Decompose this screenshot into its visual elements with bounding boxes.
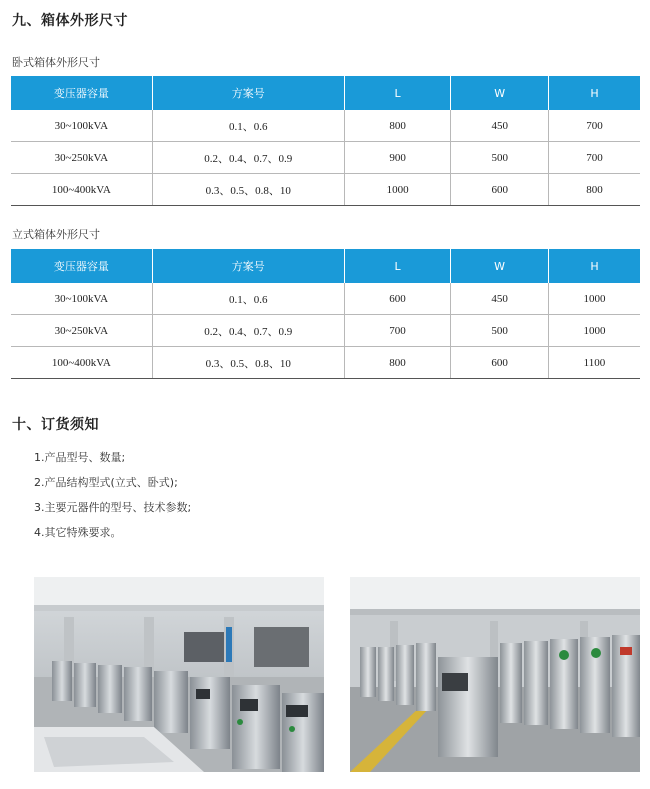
table-cell: 0.3、0.5、0.8、10 [152,347,344,379]
header-h: H [548,249,640,283]
header-l: L [344,249,450,283]
table-cell: 100~400kVA [11,347,152,379]
table-cell: 800 [344,110,451,142]
table-cell: 1000 [548,283,640,315]
table-cell: 1000 [344,174,451,206]
factory-photo-horizontal-cabinets [34,577,324,772]
table-cell: 30~250kVA [11,315,152,347]
table-cell: 30~100kVA [54,119,109,132]
header-scheme: 方案号 [152,249,344,283]
table-cell: 1000 [548,315,640,347]
table-cell: 600 [451,347,549,379]
table-cell: 600 [451,174,549,206]
table-cell: 500 [451,315,549,347]
table-cell: 30~100kVA [54,292,109,305]
header-capacity: 变压器容量 [11,249,152,283]
table-cell: 30~250kVA [11,142,152,174]
table-cell: 800 [549,174,640,206]
table-cell: 0.3、0.5、0.8、10 [152,174,344,206]
table-cell: 0.1、0.6 [152,283,344,315]
table-cell: 450 [451,283,549,315]
table-cell: 0.2、0.4、0.7、0.9 [152,142,344,174]
header-capacity: 变压器容量 [11,76,152,110]
section-10-title: 十、订货须知 [12,417,99,433]
table-row [11,142,640,174]
table-row [11,315,640,347]
table-header-row [11,76,640,110]
table-cell: 1100 [548,347,640,379]
header-w: W [451,76,549,110]
list-item: 4.其它特殊要求。 [34,526,122,539]
table-cell: 0.1、0.6 [152,110,344,142]
table-cell: 700 [344,315,450,347]
list-item: 2.产品结构型式(立式、卧式); [34,476,178,489]
table-header-row [11,249,640,283]
ordering-notes-list [34,450,191,550]
table-cell: 800 [344,347,450,379]
table-row [11,283,640,315]
table-cell: 700 [549,142,640,174]
table-cell: 450 [451,110,549,142]
table-row [11,174,640,206]
table-cell: 700 [549,110,640,142]
table-cell: 600 [344,283,450,315]
table-row [11,347,640,379]
vertical-dimensions-table [11,249,640,379]
table-cell: 0.2、0.4、0.7、0.9 [152,315,344,347]
list-item: 3.主要元器件的型号、技术参数; [34,501,192,514]
table-cell: 100~400kVA [11,174,152,206]
table-row [11,110,640,142]
header-h: H [549,76,640,110]
section-9-title: 九、箱体外形尺寸 [12,13,128,29]
table-cell: 900 [344,142,451,174]
header-w: W [451,249,549,283]
vertical-table-subtitle: 立式箱体外形尺寸 [12,228,100,241]
horizontal-table-subtitle: 卧式箱体外形尺寸 [12,56,100,69]
list-item: 1.产品型号、数量; [34,451,126,464]
header-l: L [344,76,451,110]
horizontal-dimensions-table [11,76,640,206]
table-cell: 500 [451,142,549,174]
header-scheme: 方案号 [152,76,344,110]
factory-photo-vertical-cabinets [350,577,640,772]
